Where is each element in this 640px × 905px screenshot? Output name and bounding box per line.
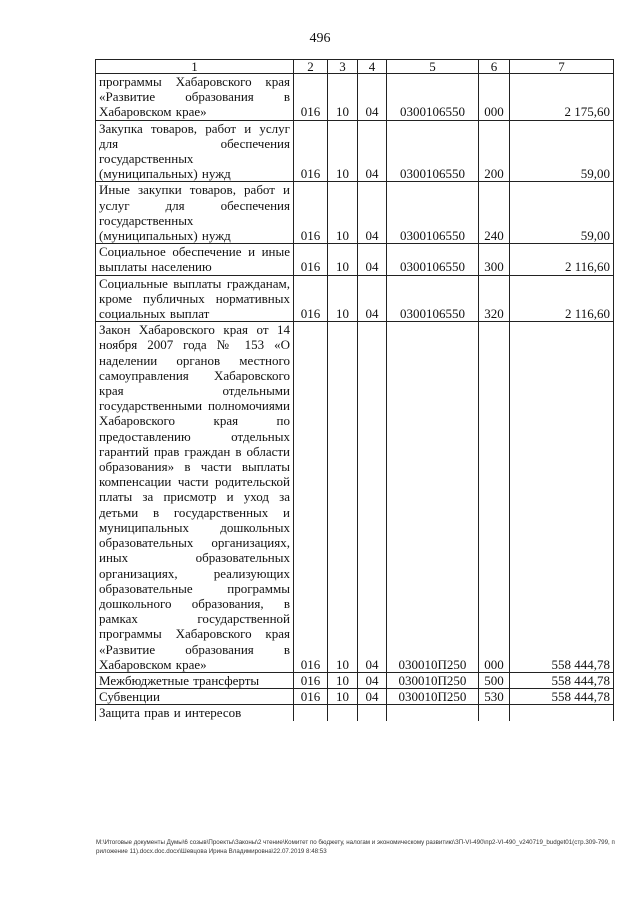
row-code-cell: 0300106550 [387, 74, 479, 121]
row-code-cell: 030010П250 [387, 322, 479, 673]
table-row [96, 275, 614, 322]
row-code-cell: 016 [294, 74, 328, 121]
row-name-cell: Субвенции [96, 689, 294, 705]
row-code-cell: 04 [358, 74, 387, 121]
row-name-cell: Социальное обеспечение и иные выплаты населению [96, 244, 294, 275]
row-code-cell: 030010П250 [387, 672, 479, 688]
row-code-cell: 500 [479, 672, 510, 688]
row-code-cell: 04 [358, 182, 387, 244]
column-header: 3 [328, 60, 358, 74]
row-code-cell: 016 [294, 120, 328, 182]
row-code-cell: 300 [479, 244, 510, 275]
row-code-cell [479, 705, 510, 721]
row-code-cell: 320 [479, 275, 510, 322]
row-code-cell: 000 [479, 322, 510, 673]
row-name-cell: Закон Хабаровского края от 14 ноября 2007 года № 153 «О наделении органов местного самоуправления Хабаровского края отдельными государственными полномочиями Хабаровского края по предоставлению отдельных гарантий прав граждан в области образования» в части выплаты компенсации части родительской платы за присмотр и уход за детьми в государственных и муниципальных дошкольных образовательных организациях, иных образовательных организациях, реализующих образовательные программы дошкольного образования, в рамках государственной программы Хабаровского края «Развитие образования в Хабаровском крае» [96, 322, 294, 673]
row-sum-cell: 2 116,60 [510, 244, 614, 275]
table-row [96, 244, 614, 275]
row-code-cell: 10 [328, 322, 358, 673]
row-sum-cell: 558 444,78 [510, 322, 614, 673]
row-code-cell: 016 [294, 182, 328, 244]
row-code-cell: 200 [479, 120, 510, 182]
column-header: 7 [510, 60, 614, 74]
row-code-cell: 10 [328, 275, 358, 322]
row-code-cell: 04 [358, 672, 387, 688]
row-code-cell: 030010П250 [387, 689, 479, 705]
budget-table [95, 59, 614, 721]
row-sum-cell: 2 116,60 [510, 275, 614, 322]
row-code-cell: 240 [479, 182, 510, 244]
row-name-cell: программы Хабаровского края «Развитие образования в Хабаровском крае» [96, 74, 294, 121]
row-name-cell: Защита прав и интересов [96, 705, 294, 721]
row-sum-cell: 558 444,78 [510, 689, 614, 705]
row-name-cell: Закупка товаров, работ и услуг для обеспечения государственных (муниципальных) нужд [96, 120, 294, 182]
column-header: 4 [358, 60, 387, 74]
row-code-cell: 0300106550 [387, 275, 479, 322]
document-path-footer: M:\Итоговые документы Думы\6 созыв\Проекты\Законы\2 чтение\Комитет по бюджету, налогам и экономическому развитию\ЗП-VI-490\пр2-VI-490_v240719_budget01(стр.309-799, приложение 11).docx.doc.docx\Шевцова Ирина Владимировна\22.07.2019 8:48:53 [96, 839, 615, 855]
page-number: 496 [309, 31, 331, 46]
row-code-cell: 10 [328, 182, 358, 244]
row-name-cell: Социальные выплаты гражданам, кроме публичных нормативных социальных выплат [96, 275, 294, 322]
row-code-cell: 016 [294, 689, 328, 705]
table-row [96, 689, 614, 705]
row-sum-cell: 59,00 [510, 120, 614, 182]
row-code-cell [387, 705, 479, 721]
row-code-cell: 10 [328, 689, 358, 705]
row-code-cell: 016 [294, 672, 328, 688]
table-row [96, 672, 614, 688]
row-code-cell: 016 [294, 322, 328, 673]
row-code-cell: 0300106550 [387, 120, 479, 182]
row-code-cell: 10 [328, 120, 358, 182]
row-sum-cell: 2 175,60 [510, 74, 614, 121]
column-header: 6 [479, 60, 510, 74]
row-sum-cell [510, 705, 614, 721]
column-header: 2 [294, 60, 328, 74]
row-code-cell: 04 [358, 322, 387, 673]
row-code-cell: 10 [328, 244, 358, 275]
column-header: 5 [387, 60, 479, 74]
row-sum-cell: 558 444,78 [510, 672, 614, 688]
row-code-cell: 04 [358, 120, 387, 182]
row-code-cell [358, 705, 387, 721]
row-code-cell [294, 705, 328, 721]
row-code-cell: 10 [328, 74, 358, 121]
row-code-cell: 016 [294, 244, 328, 275]
row-name-cell: Межбюджетные трансферты [96, 672, 294, 688]
row-code-cell: 04 [358, 275, 387, 322]
row-code-cell: 016 [294, 275, 328, 322]
row-sum-cell: 59,00 [510, 182, 614, 244]
row-code-cell: 000 [479, 74, 510, 121]
row-name-cell: Иные закупки товаров, работ и услуг для обеспечения государственных (муниципальных) нужд [96, 182, 294, 244]
row-code-cell: 530 [479, 689, 510, 705]
row-code-cell: 04 [358, 689, 387, 705]
table-row [96, 182, 614, 244]
table-row [96, 120, 614, 182]
row-code-cell [328, 705, 358, 721]
table-header-row [96, 60, 614, 74]
row-code-cell: 0300106550 [387, 244, 479, 275]
table-row [96, 705, 614, 721]
column-header: 1 [96, 60, 294, 74]
row-code-cell: 10 [328, 672, 358, 688]
table-row [96, 74, 614, 121]
table-body [96, 60, 614, 721]
row-code-cell: 0300106550 [387, 182, 479, 244]
table-row [96, 322, 614, 673]
row-code-cell: 04 [358, 244, 387, 275]
